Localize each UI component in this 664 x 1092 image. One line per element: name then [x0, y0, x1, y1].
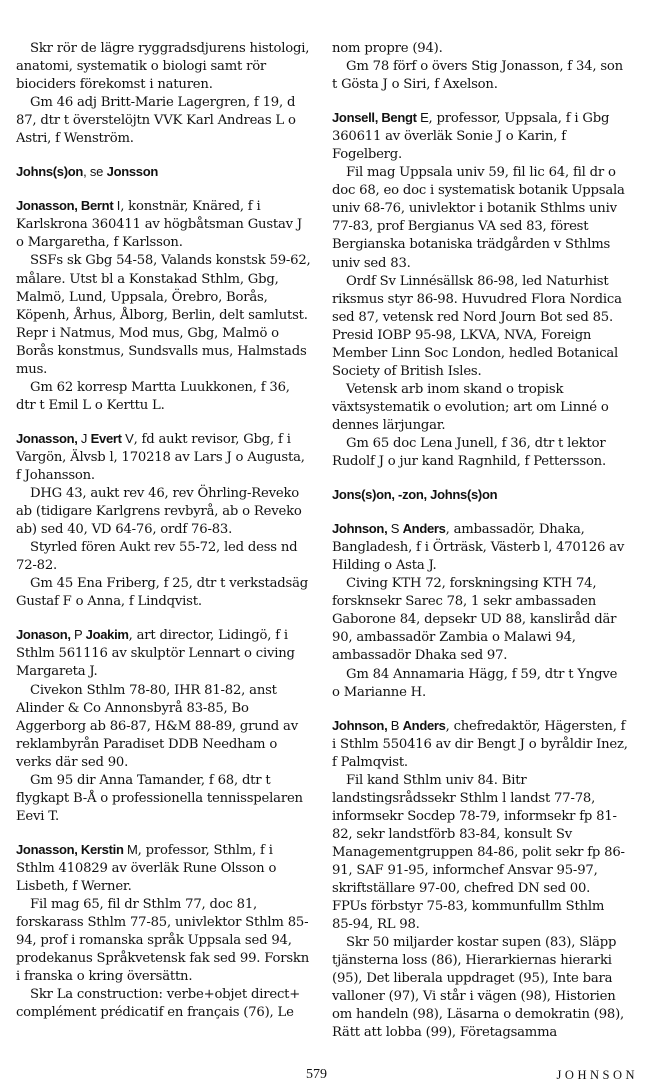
entry-intro: , chefredaktör, Hägersten, f i Sthlm 550416 av dir Bengt J o byråldir Inez, f Palmqvist.: [332, 718, 628, 770]
initial: P: [73, 627, 86, 643]
initial: V: [121, 430, 134, 446]
initial: I: [113, 198, 121, 214]
entry-heading: [16, 841, 312, 896]
initial: B: [390, 717, 403, 733]
headword: Johns(s)on: [16, 164, 84, 180]
entry-paragraph: DHG 43, aukt rev 46, rev Öhrling-Reveko ab (tidigare Karlgrens revbyrå, ab o Reveko ab) sed 40, VD 64-76, ordf 76-83.: [16, 486, 302, 538]
headword: Jonsell, Bengt: [332, 110, 417, 126]
page-number: 579: [306, 1067, 327, 1082]
cross-reference: [16, 163, 312, 182]
entry-intro: , fd aukt revisor, Gbg, f i Vargön, Älvsb l, 170218 av Lars J o Augusta, f Johansson.: [16, 431, 305, 483]
entry-paragraph: Fil kand Sthlm univ 84. Bitr landstingsrådssekr Sthlm l landst 77-78, informsekr Socdep 78-79, informsekr fp 81-82, sekr landstförb 83-84, konsult Sv Managementgruppen 84-86, polit sekr fp 86-91, SAF 91-95, informchef Ansvar 95-97, skriftställare 97-00, chefred DN sed 00. FPUs förbstyr 75-83, kommunfullm Sthlm 85-94, RL 98.: [332, 772, 625, 933]
entry-paragraph: Skr 50 miljarder kostar supen (83), Släpp tjänsterna loss (86), Hierarkiernas hierarki (95), Det liberala uppdraget (95), Inte bara valloner (97), Vi står i vägen (98), Historien om handeln (98), Läsarna o demokratin (98), Rätt att lobba (99), Företagsamma: [332, 935, 625, 1041]
entry-paragraph: Gm 45 Ena Friberg, f 25, dtr t verkstadsäg Gustaf F o Anna, f Lindqvist.: [16, 576, 308, 610]
entry-heading: [332, 109, 628, 164]
entry-paragraph: Gm 65 doc Lena Junell, f 36, dtr t lektor Rudolf J o jur kand Ragnhild, f Pettersson.: [332, 435, 606, 470]
entry-intro: , art director, Lidingö, f i Sthlm 561116 av skulptör Lennart o civing Margareta J.: [16, 628, 295, 680]
entry-paragraph: Gm 46 adj Britt-Marie Lagergren, f 19, d 87, dtr t överstelöjtn VVK Karl Andreas L o Astri, f Wenström.: [16, 95, 296, 147]
headword: Jonasson, Kerstin: [16, 841, 124, 857]
entry-intro: , professor, Sthlm, f i Sthlm 410829 av överläk Rune Olsson o Lisbeth, f Werner.: [16, 842, 277, 894]
entry-heading: [16, 626, 312, 681]
headword-surname: Jonason,: [16, 627, 74, 643]
right-column: [332, 40, 628, 1042]
entry-paragraph: Ordf Sv Linnésällsk 86-98, led Naturhist riksmus styr 86-98. Huvudred Flora Nordica sed 87, vetensk red Nord Journ Bot sed 85. Presid IOBP 95-98, LKVA, NVA, Foreign Member Linn Soc London, hedled Botanical Society of British Isles.: [332, 273, 622, 379]
continuation-text: Skr rör de lägre ryggradsdjurens histologi, anatomi, systematik o biologi samt rör biociders förekomst i naturen.: [16, 41, 310, 93]
headword: Evert: [90, 430, 122, 446]
continuation-text: nom propre (94).: [332, 41, 443, 56]
left-column: [16, 40, 312, 1022]
headword-surname: Jonasson,: [16, 430, 81, 446]
entry-intro: , ambassadör, Dhaka, Bangladesh, f i Örträsk, Västerb l, 470126 av Hilding o Asta J.: [332, 522, 625, 574]
headword-target: Jonsson: [106, 164, 158, 180]
entry-paragraph: SSFs sk Gbg 54-58, Valands konstsk 59-62, målare. Utst bl a Konstakad Sthlm, Gbg, Malmö, Lund, Uppsala, Örebro, Borås, Köpenh, Århus, Ålborg, Berlin, delt samlutst. Repr i Natmus, Mod mus, Gbg, Malmö o Borås konstmus, Sundsvalls mus, Halmstads mus.: [16, 253, 311, 377]
entry-paragraph: Fil mag Uppsala univ 59, fil lic 64, fil dr o doc 68, eo doc i systematisk botanik Uppsala univ 68-76, univlektor i botanik Sthlms univ 77-83, prof Bergianus VA sed 83, förest Bergianska botaniska trädgården v Sthlms univ sed 83.: [332, 165, 625, 271]
entry-paragraph: Gm 84 Annamaria Hägg, f 59, dtr t Yngve o Marianne H.: [332, 666, 618, 700]
entry-heading: [16, 430, 312, 485]
headword: Jonasson, Bernt: [16, 198, 114, 214]
initial: S: [390, 521, 403, 537]
entry-paragraph: Civekon Sthlm 78-80, IHR 81-82, anst Alinder & Co Annonsbyrå 83-85, Bo Aggerborg ab 86-87, H&M 88-89, grund av reklambyrån Paradiset DDB Needham o verks där sed 90.: [16, 682, 298, 770]
headword-surname: Johnson,: [332, 521, 391, 537]
headword: Anders: [402, 717, 446, 733]
entry-heading: [16, 197, 312, 252]
entry-heading: [332, 520, 628, 575]
entry-heading: [332, 717, 628, 772]
entry-paragraph: Gm 78 förf o övers Stig Jonasson, f 34, son t Gösta J o Siri, f Axelson.: [332, 59, 623, 93]
headword: Anders: [402, 521, 446, 537]
entry-intro: , professor, Uppsala, f i Gbg 360611 av överläk Sonie J o Karin, f Fogelberg.: [332, 111, 610, 163]
entry-paragraph: Styrled fören Aukt rev 55-72, led dess nd 72-82.: [16, 540, 298, 574]
cross-ref-text: , se: [83, 164, 107, 180]
initial: J: [80, 430, 91, 446]
headword-surname: Johnson,: [332, 717, 391, 733]
entry-paragraph: Gm 95 dir Anna Tamander, f 68, dtr t flygkapt B-Å o professionella tennisspelaren Eevi T.: [16, 772, 303, 824]
section-heading: [332, 486, 628, 505]
headword: Joakim: [85, 627, 129, 643]
headword-group: Jons(s)on, -zon, Johns(s)on: [332, 487, 498, 503]
entry-paragraph: Fil mag 65, fil dr Sthlm 77, doc 81, forskarass Sthlm 77-85, univlektor Sthlm 85-94, prof i romanska språk Uppsala sed 94, prodekanus Språkvetensk fak sed 99. Forskn i franska o kring översättn.: [16, 897, 309, 985]
entry-paragraph: Civing KTH 72, forskningsing KTH 74, forsknsekr Sarec 78, 1 sekr ambassaden Gaborone 84, depsekr UD 88, kansliråd där 90, ambassadör Zambia o Malawi 94, ambassadör Dhaka sed 97.: [332, 576, 617, 664]
initial: E: [416, 110, 429, 126]
running-head: JOHNSON: [556, 1068, 638, 1082]
entry-paragraph: Skr La construction: verbe+objet direct+ complément prédicatif en français (76), Le: [16, 987, 301, 1021]
entry-paragraph: Vetensk arb inom skand o tropisk växtsystematik o evolution; art om Linné o dennes lärjungar.: [332, 381, 609, 433]
entry-intro: , konstnär, Knäred, f i Karlskrona 360411 av högbåtsman Gustav J o Margaretha, f Karlsson.: [16, 199, 303, 251]
entry-paragraph: Gm 62 korresp Martta Luukkonen, f 36, dtr t Emil L o Kerttu L.: [16, 379, 290, 413]
initial: M: [123, 841, 138, 857]
